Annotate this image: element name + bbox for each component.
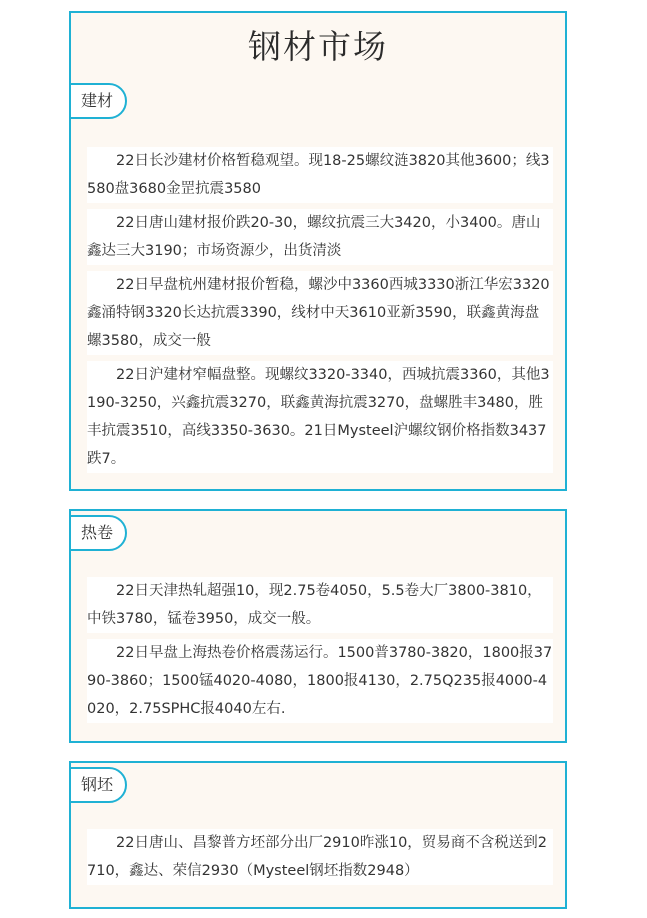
section-body-building-materials	[87, 147, 553, 479]
market-report-paragraph: 22日唐山、昌黎普方坯部分出厂2910昨涨10，贸易商不含税送到2710，鑫达、荣信2930（Mysteel钢坯指数2948）	[87, 829, 553, 885]
market-report-paragraph: 22日天津热轧超强10，现2.75卷4050，5.5卷大厂3800-3810，中铁3780，锰卷3950，成交一般。	[87, 577, 553, 633]
section-body-steel-billet	[87, 829, 553, 891]
section-tag-building-materials: 建材	[69, 83, 127, 119]
market-report-paragraph: 22日早盘上海热卷价格震荡运行。1500普3780-3820，1800报3790-3860；1500锰4020-4080，1800报4130，2.75Q235报4000-4020，2.75SPHC报4040左右.	[87, 639, 553, 723]
page-title: 钢材市场	[248, 27, 388, 66]
market-report-paragraph: 22日早盘杭州建材报价暂稳，螺沙中3360西城3330浙江华宏3320鑫涌特钢3320长达抗震3390，线材中天3610亚新3590，联鑫黄海盘螺3580，成交一般	[87, 271, 553, 355]
section-card-steel-billet	[69, 761, 567, 909]
section-tag-steel-billet: 钢坯	[69, 767, 127, 803]
market-report-paragraph: 22日长沙建材价格暂稳观望。现18-25螺纹涟3820其他3600；线3580盘3680金罡抗震3580	[87, 147, 553, 203]
section-card-hot-rolled-coil	[69, 509, 567, 743]
market-report-paragraph: 22日唐山建材报价跌20-30，螺纹抗震三大3420，小3400。唐山鑫达三大3190；市场资源少，出货清淡	[87, 209, 553, 265]
section-tag-hot-rolled-coil: 热卷	[69, 515, 127, 551]
market-report-paragraph: 22日沪建材窄幅盘整。现螺纹3320-3340，西城抗震3360，其他3190-3250，兴鑫抗震3270，联鑫黄海抗震3270，盘螺胜丰3480，胜丰抗震3510，高线3350-3630。21日Mysteel沪螺纹钢价格指数3437跌7。	[87, 361, 553, 473]
section-card-building-materials	[69, 11, 567, 491]
section-body-hot-rolled-coil	[87, 577, 553, 729]
